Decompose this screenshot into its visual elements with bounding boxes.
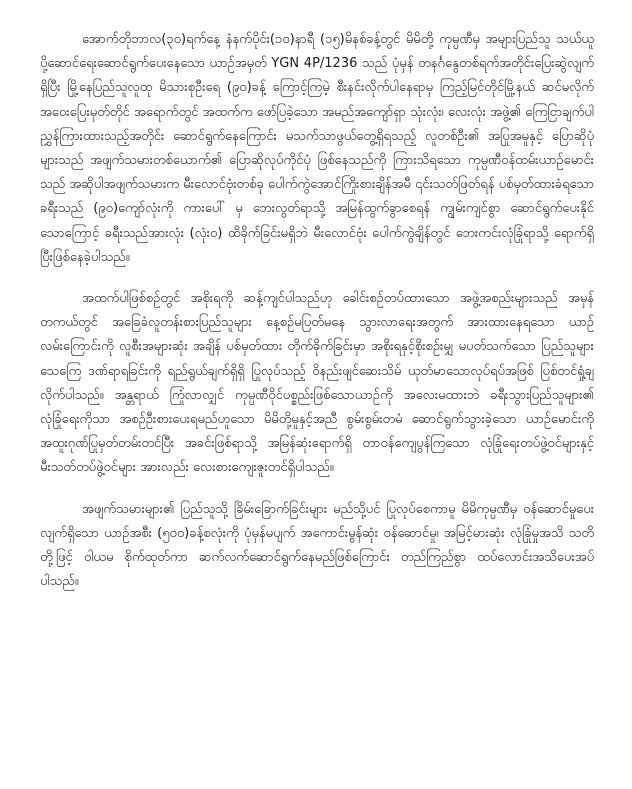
paragraph-3: အဖျက်သမားများ၏ ပြည်သူသို့ ခြိမ်းခြောက်ခြင်းများ မည်သို့ပင် ပြုလုပ်စေကာမူ မိမိကုမ္ပဏီမှ ဝန်ဆောင်မှုပေးလျက်ရှိသော ယာဉ်အစီး (၅၀၀)ခန့်စလုံးကို ပုံမှန်မပျက် အကောင်းမွန်ဆုံး ဝန်ဆောင်မှု၊ အမြင့်မားဆုံး လုံခြုံမှုအသိ သတိတို့ဖြင့် ဝါယမ စိုက်ထုတ်ကာ ဆက်လက်ဆောင်ရွက်နေမည်ဖြစ်ကြောင်း တည်ကြည်စွာ ထပ်လောင်းအသိပေးအပ်ပါသည်။: [40, 501, 594, 590]
paragraph-1: အောက်တိုဘာလ(၃၀)ရက်နေ့ နံနက်ပိုင်း(၁၀)နာရီ (၁၅)မိနစ်ခန့်တွင် မိမိတို့ ကုမ္ပဏီမှ အများပြည်သူ သယ်ယူပို့ဆောင်ရေးဆောင်ရွက်ပေးနေသော ယာဉ်အမှတ် YGN 4P/1236 သည် ပုံမှန် တနင်္ဂနွေတစ်ရက်အတိုင်းပြေးဆွဲလျက်ရှိပြီး မြို့နေပြည်သူလူထု မိသားစုဦးရေ (၉၀)ခန့် ကြောင့်ကြမဲ့ စီးနင်းလိုက်ပါနေရာမှ ကြည့်မြင်တိုင်မြို့နယ် ဆင်မလိုက်အဝေးပြေးမှတ်တိုင် အရောက်တွင် အထက်က ဖော်ပြခဲ့သော အမည်အကျော်ရှာ သုံးလုံး၊ လေးလုံး အဖွဲ့၏ ကြေငြာချက်ပါ ညွှန်ကြားထားသည့်အတိုင်း ဆောင်ရွက်နေကြောင်း မသက်သာဖွယ်တွေ့ရှိရသည့် လူတစ်ဦး၏ အပြုအမူနှင့် ပြောဆိုပုံများသည် အဖျက်သမားတစ်ယောက်၏ ပြောဆိုလုပ်ကိုင်ပုံ ဖြစ်နေသည်ကို ကြားသိရသော ကုမ္ပဏီဝန်ထမ်းယာဉ်မောင်းသည် အဆိုပါအဖျက်သမားက မီးလောင်ဗုံးတစ်ခု ပေါက်ကွဲအောင်ကြိုးစားချိန်အမီ ၎င်းသတ်ဖြတ်ရန် ပစ်မှတ်ထားခံရသော ခရီးသည် (၉၀)ကျော်လုံးကို ကားပေါ် မှ ဘေးလွတ်ရာသို့ အမြန်ထွက်ခွာစေရန် ကျွမ်းကျင်စွာ ဆောင်ရွက်ပေးနိုင်သောကြောင့် ခရီးသည်အားလုံး (လုံး၀) ထိခိုက်ခြင်းမရှိဘဲ မီးလောင်ဗုံး ပေါက်ကွဲချိန်တွင် ဘေးကင်းလုံခြုံရာသို့ ရောက်ရှိပြီးဖြစ်နေခဲ့ပါသည်။: [40, 32, 594, 265]
paragraph-2: အထက်ပါဖြစ်စဉ်တွင် အစိုးရကို ဆန့်ကျင်ပါသည်ဟု ခေါင်းစဉ်တပ်ထားသော အဖွဲ့အစည်းများသည် အမှန်တကယ်တွင် အခြေခံလူတန်းစားပြည်သူများ နေ့စဉ်မပြတ်မနေ သွားလာရေးအတွက် အားထားနေရသော ယာဉ်လမ်းကြောင်းကို လူစီးအများဆုံး အချိန် ပစ်မှတ်ထား တိုက်ခိုက်ခြင်းမှာ အစိုးရနှင့်စိုးစဉ်းမျှ မပတ်သက်သော ပြည်သူများသေကြေ ဒဏ်ရာရခြင်းကို ရည်ရွယ်ချက်ရှိရှိ ပြုလုပ်သည့် ဝိနည်းဖျင်ဆေးသိမ် ယုတ်မာသောလုပ်ရပ်အဖြစ် ပြစ်တင်ရှုံ့ချ လိုက်ပါသည်။ အန္တရာယ် ကြုံလာလျှင် ကုမ္ပဏီဝိုင်ပစ္စည်းဖြစ်သောယာဉ်ကို အလေးမထားဘဲ ခရီးသွားပြည်သူများ၏ လုံခြုံရေးကိုသာ အစဉ်ဦးစားပေးရမည်ဟူသော မိမိတို့မူနှင့်အညီ စွမ်းစွမ်းတမံ ဆောင်ရွက်သွားခဲ့သော ယာဉ်မောင်းကို အထူးဂုဏ်ပြုမှတ်တမ်းတင်ပြီး အခင်းဖြစ်ရာသို့ အမြန်ဆုံးရောက်ရှိ တာဝန်ကျေပွန်ကြသော လုံခြုံရေးတပ်ဖွဲ့ဝင်များနှင့် မီးသတ်တပ်ဖွဲ့ဝင်များ အားလည်း လေးစားကျေးဇူးတင်ရှိပါသည်။: [40, 291, 594, 476]
